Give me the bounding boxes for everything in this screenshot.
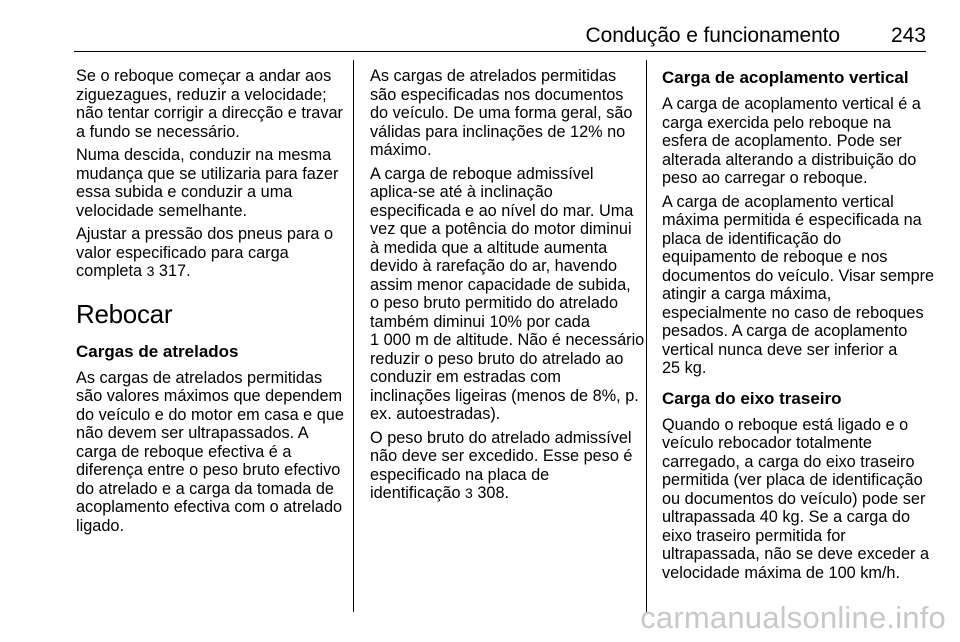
text-line: 1 000 m de altitude. Não é necessário [370,331,645,349]
text-line: velocidade semelhante. [76,201,248,220]
text-line: ziguezagues, reduzir a velocidade; [76,85,327,104]
text-line: são valores máximos que dependem [76,387,343,405]
text-line: valor especificado para carga [76,243,289,262]
text-line [76,262,344,281]
page-reference-link[interactable]: 308. [472,484,510,502]
text-line: Ajustar a pressão dos pneus para o [76,225,334,243]
heading-vertical-load: Carga de acoplamento vertical [662,68,909,87]
column-1 [76,67,344,540]
paragraph-vertical-load-def [662,95,932,188]
text-line: As cargas de atrelados permitidas [370,67,617,85]
text-line: aplica-se até à inclinação [370,183,553,201]
text-line: placa de identificação do [662,229,842,248]
paragraph-trailer-loads [76,369,344,536]
text-line: equipamento de reboque e nos [662,248,888,266]
text-fragment: identificação [370,484,461,502]
text-line: velocidade máxima de 100 km/h. [662,563,901,582]
page-number: 243 [890,24,926,47]
text-line: As cargas de atrelados permitidas [76,368,323,387]
text-line: ultrapassada, não se deve exceder a [662,545,930,563]
text-line: esfera de acoplamento. Pode ser [662,132,902,150]
paragraph-altitude [370,164,645,424]
paragraph-descent [76,146,344,220]
text-line: são especificadas nos documentos [370,85,624,104]
section-title: Rebocar [76,298,173,329]
paragraph-tyre-pressure [76,225,344,281]
text-line: essa subida e conduzir a uma [76,183,293,201]
text-line: do veículo e do motor em casa e que [76,405,344,424]
text-line: ex. autoestradas). [370,405,501,423]
text-line: A carga de acoplamento vertical [662,192,894,211]
paragraph-rear-axle [662,416,932,583]
text-line: máximo. [370,141,432,159]
text-line: Se o reboque começar a andar aos [76,67,332,85]
text-fragment: completa [76,262,143,280]
text-line: não devem ser ultrapassados. A [76,424,309,442]
column-divider-2 [646,60,647,612]
chapter-title: Condução e funcionamento [585,24,840,47]
page-header [74,24,926,52]
text-line: o peso bruto permitido do atrelado [370,294,618,312]
page-reference-link[interactable]: 317. [154,262,191,280]
text-line: reduzir o peso bruto do atrelado ao [370,349,624,368]
text-line: especificada e ao nível do mar. Uma [370,201,634,220]
text-line: ligado. [76,516,124,535]
text-line: atingir a carga máxima, [662,285,832,303]
text-line: ultrapassada 40 kg. Se a carga do [662,508,911,526]
text-line: devido à rarefação do ar, havendo [370,257,618,275]
text-line: vertical nunca deve ser inferior a [662,340,898,359]
text-line: ou documentos do veículo) pode ser [662,489,926,508]
text-line: peso ao carregar o reboque. [662,169,868,187]
text-line: eixo traseiro permitida for [662,526,846,545]
paragraph-permitted-loads [370,67,638,160]
text-line: diferença entre o peso bruto efectivo [76,461,341,479]
paragraph-trailer-sway [76,67,344,141]
text-line: à medida que a altitude aumenta [370,238,608,257]
text-line: alterada alterando a distribuição do [662,150,917,169]
text-line: inclinações ligeiras (menos de 8%, p. [370,386,639,405]
text-line: especificado na placa de [370,465,550,484]
subsection-title: Cargas de atrelados [76,341,239,361]
text-line: Quando o reboque está ligado e o [662,415,909,434]
text-line: mudança que se utilizaria para fazer [76,164,339,183]
text-line: a fundo se necessário. [76,122,240,141]
text-line: carga de reboque efectiva é a [76,442,292,461]
text-line: também diminui 10% por cada [370,312,590,331]
page-reference-icon: 3 [465,485,473,501]
watermark: carmanualsonline.info [640,600,946,635]
column-divider-1 [353,60,354,612]
text-line: A carga de reboque admissível [370,164,594,183]
text-line [370,484,638,503]
text-line: especialmente no caso de reboques [662,303,924,322]
text-line: 25 kg. [662,359,707,377]
text-line: O peso bruto do atrelado admissível [370,428,632,447]
text-line: vez que a potência do motor diminui [370,220,632,238]
column-3 [662,67,935,587]
text-line: pesados. A carga de acoplamento [662,322,908,340]
heading-rear-axle: Carga do eixo traseiro [662,388,842,408]
text-line: Numa descida, conduzir na mesma [76,146,332,164]
text-line: do atrelado e a carga da tomada de [76,479,334,498]
text-line: documentos do veículo. Visar sempre [662,266,935,285]
paragraph-vertical-load-max [662,192,935,378]
text-line: do veículo. De uma forma geral, são [370,104,633,122]
page-reference-icon: 3 [146,263,155,279]
text-line: máxima permitida é especificada na [662,211,922,229]
column-2 [370,67,645,508]
text-line: conduzir em estradas com [370,368,561,386]
paragraph-gross-weight [370,429,638,503]
text-line: válidas para inclinações de 12% no [370,122,626,141]
text-line: permitida (ver placa de identificação [662,471,923,489]
text-line: carregado, a carga do eixo traseiro [662,452,915,471]
text-line: não deve ser excedido. Esse peso é [370,447,633,465]
text-line: veículo rebocador totalmente [662,434,872,452]
text-line: assim menor capacidade de subida, [370,275,631,294]
text-line: A carga de acoplamento vertical é a [662,95,921,113]
text-line: não tentar corrigir a direcção e travar [76,104,343,122]
text-line: carga exercida pelo reboque na [662,113,892,132]
text-line: acoplamento efectiva com o atrelado [76,498,343,516]
